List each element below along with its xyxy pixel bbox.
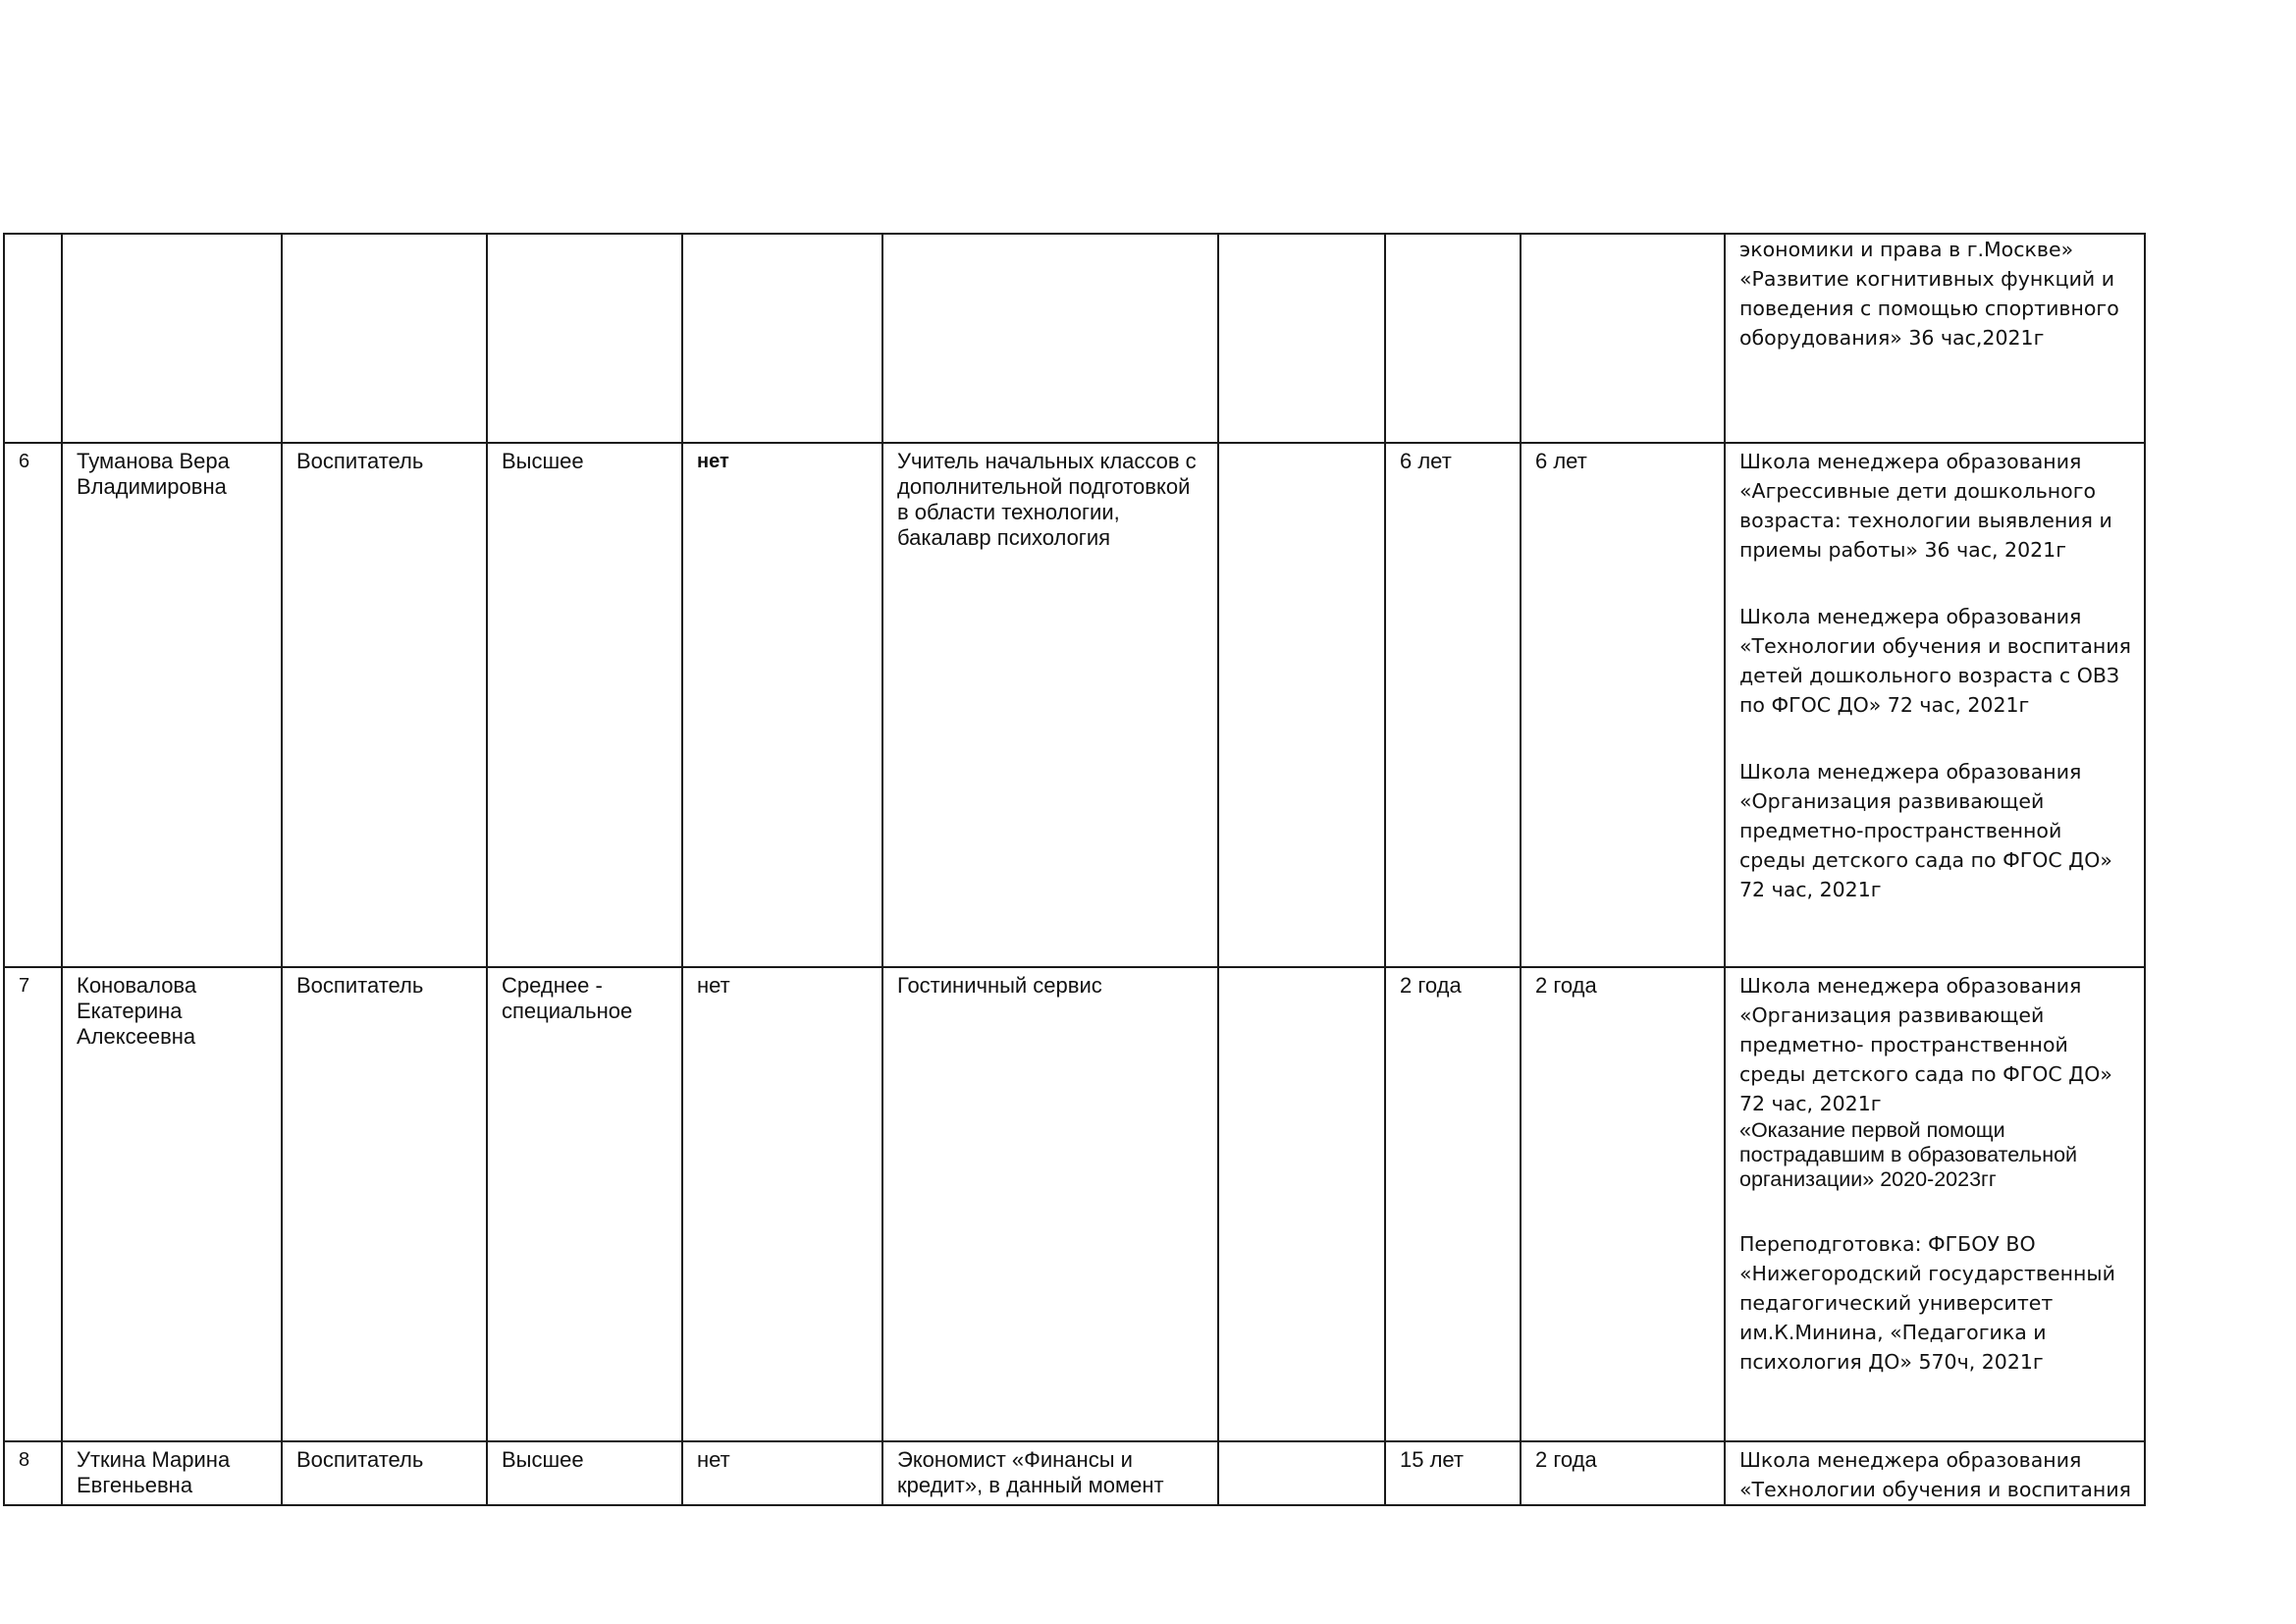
total-experience-cell — [1385, 234, 1521, 443]
degree-cell — [1218, 1441, 1385, 1505]
table-row — [4, 1441, 2145, 1505]
courses-cell — [1725, 443, 2145, 967]
courses-cell — [1725, 234, 2145, 443]
category-cell: нет — [682, 443, 882, 967]
education-cell: Среднее - специальное — [487, 967, 682, 1441]
degree-cell — [1218, 443, 1385, 967]
staff-table — [3, 233, 2146, 1506]
pedagogical-experience-cell: 2 года — [1521, 967, 1725, 1441]
employee-name: Коновалова Екатерина Алексеевна — [62, 967, 282, 1441]
employee-name: Уткина Марина Евгеньевна — [62, 1441, 282, 1505]
course-entry: Школа менеджера образования «Организация развивающей предметно-пространственной среды детского сада по ФГОС ДО» 72 час, 2021г — [1739, 760, 2112, 901]
employee-name — [62, 234, 282, 443]
table-row — [4, 234, 2145, 443]
degree-cell — [1218, 967, 1385, 1441]
row-number — [4, 234, 62, 443]
specialty-cell: Учитель начальных классов с дополнительной подготовкой в области технологии, бакалавр психология — [882, 443, 1218, 967]
pedagogical-experience-cell — [1521, 234, 1725, 443]
courses-cell — [1725, 1441, 2145, 1505]
degree-cell — [1218, 234, 1385, 443]
row-number: 7 — [4, 967, 62, 1441]
courses-cell — [1725, 967, 2145, 1441]
table-row — [4, 443, 2145, 967]
position-cell: Воспитатель — [282, 1441, 487, 1505]
row-number: 6 — [4, 443, 62, 967]
course-entry: Школа менеджера образования «Технологии обучения и воспитания детей дошкольного возраста с ОВЗ по ФГОС ДО» 72 час, 2021г — [1739, 605, 2131, 717]
course-entry: Школа менеджера образования «Организация развивающей предметно- пространственной среды детского сада по ФГОС ДО» 72 час, 2021г — [1739, 974, 2112, 1115]
education-cell — [487, 234, 682, 443]
pedagogical-experience-cell: 6 лет — [1521, 443, 1725, 967]
position-cell: Воспитатель — [282, 967, 487, 1441]
category-cell — [682, 234, 882, 443]
employee-name: Туманова Вера Владимировна — [62, 443, 282, 967]
specialty-cell: Гостиничный сервис — [882, 967, 1218, 1441]
category-cell: нет — [682, 967, 882, 1441]
education-cell: Высшее — [487, 1441, 682, 1505]
category-cell: нет — [682, 1441, 882, 1505]
specialty-cell: Экономист «Финансы и кредит», в данный момент — [882, 1441, 1218, 1505]
total-experience-cell: 6 лет — [1385, 443, 1521, 967]
course-entry: Школа менеджера образования «Агрессивные дети дошкольного возраста: технологии выявления и приемы работы» 36 час, 2021г — [1739, 450, 2112, 562]
education-cell: Высшее — [487, 443, 682, 967]
position-cell: Воспитатель — [282, 443, 487, 967]
specialty-cell — [882, 234, 1218, 443]
position-cell — [282, 234, 487, 443]
course-entry: «Оказание первой помощи пострадавшим в образовательной организации» 2020-2023гг — [1739, 1118, 2078, 1191]
table-row — [4, 967, 2145, 1441]
total-experience-cell: 15 лет — [1385, 1441, 1521, 1505]
pedagogical-experience-cell: 2 года — [1521, 1441, 1725, 1505]
row-number: 8 — [4, 1441, 62, 1505]
course-entry: Школа менеджера образования «Технологии обучения и воспитания — [1739, 1448, 2131, 1501]
course-entry: экономики и права в г.Москве» «Развитие когнитивных функций и поведения с помощью спортивного оборудования» 36 час,2021г — [1739, 238, 2119, 350]
total-experience-cell: 2 года — [1385, 967, 1521, 1441]
course-entry: Переподготовка: ФГБОУ ВО «Нижегородский государственный педагогический университет им.К.Минина, «Педагогика и психология ДО» 570ч, 2021г — [1739, 1232, 2115, 1374]
